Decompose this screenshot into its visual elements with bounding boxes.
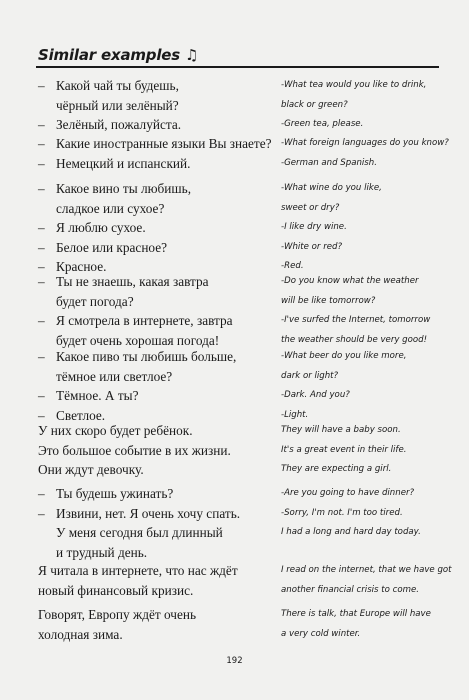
russian-text: чёрный или зелёный? <box>56 97 179 113</box>
dialogue-dash: – <box>38 313 45 328</box>
russian-text: Белое или красное? <box>56 239 168 255</box>
russian-line <box>38 292 278 312</box>
english-line: -What tea would you like to drink, <box>281 80 427 90</box>
russian-line <box>38 561 278 581</box>
dialogue-dash: – <box>38 239 45 255</box>
english-line: -Dark. And you? <box>281 390 350 400</box>
russian-example-7 <box>38 484 278 562</box>
russian-line <box>38 421 278 441</box>
english-line: I read on the internet, that we have got <box>281 565 452 575</box>
russian-text: Какое пиво ты любишь больше, <box>56 349 237 364</box>
title-underline <box>36 66 439 68</box>
english-line: dark or light? <box>281 370 339 381</box>
english-line: -Green tea, please. <box>281 119 364 129</box>
russian-text: Немецкий и испанский. <box>56 155 191 171</box>
russian-line <box>38 134 278 154</box>
english-line: will be like tomorrow? <box>281 295 376 306</box>
dialogue-dash: – <box>38 349 45 364</box>
russian-text: сладкое или сухое? <box>56 200 165 216</box>
dialogue-dash: – <box>38 486 45 501</box>
russian-line <box>38 154 278 174</box>
dialogue-dash: – <box>38 78 45 93</box>
dialogue-dash: – <box>38 388 45 403</box>
english-line: There is talk, that Europe will have <box>281 609 431 619</box>
russian-line <box>38 179 278 199</box>
english-line: I had a long and hard day today. <box>281 527 421 537</box>
english-line: -What foreign languages do you know? <box>281 138 449 148</box>
english-line: -Sorry, I'm not. I'm too tired. <box>281 507 403 518</box>
russian-line <box>38 238 278 258</box>
russian-line <box>38 625 278 645</box>
russian-text: Красное. <box>56 259 107 274</box>
english-line: -Do you know what the weather <box>281 276 419 286</box>
russian-text: будет погода? <box>56 293 134 309</box>
russian-text: Я читала в интернете, что нас ждёт <box>38 563 238 578</box>
english-line: a very cold winter. <box>281 628 361 639</box>
english-line: the weather should be very good! <box>281 334 428 345</box>
russian-text: и трудный день. <box>56 544 148 560</box>
russian-line <box>38 441 278 461</box>
russian-line <box>38 367 278 387</box>
russian-example-6 <box>38 421 278 480</box>
dialogue-dash: – <box>38 117 45 132</box>
russian-line <box>38 272 278 292</box>
russian-line <box>38 581 278 601</box>
dialogue-dash: – <box>38 136 45 151</box>
russian-text: будет очень хорошая погода! <box>56 332 220 348</box>
english-line: black or green? <box>281 99 348 110</box>
english-translation-5 <box>281 347 451 425</box>
russian-text: Я люблю сухое. <box>56 220 146 235</box>
english-line: -What wine do you like, <box>281 183 382 193</box>
dialogue-dash: – <box>38 220 45 235</box>
russian-line <box>38 218 278 238</box>
russian-text: новый финансовый кризис. <box>38 582 194 598</box>
section-title: Similar examples ♫ <box>38 46 199 64</box>
russian-example-2 <box>38 134 278 173</box>
english-translation-2 <box>281 134 451 173</box>
russian-line <box>38 96 278 116</box>
russian-text: Ты будешь ужинать? <box>56 486 174 501</box>
english-line: -White or red? <box>281 241 343 252</box>
english-translation-3 <box>281 179 451 277</box>
russian-example-3 <box>38 179 278 277</box>
english-line: -I've surfed the Internet, tomorrow <box>281 315 431 325</box>
russian-text: У меня сегодня был длинный <box>56 525 223 540</box>
english-translation-4 <box>281 272 451 350</box>
english-translation-1 <box>281 76 451 135</box>
russian-text: Ты не знаешь, какая завтра <box>56 274 209 289</box>
english-line: another financial crisis to come. <box>281 584 419 595</box>
russian-line <box>38 504 278 524</box>
dialogue-dash: – <box>38 407 45 423</box>
russian-line <box>38 543 278 563</box>
russian-text: Какие иностранные языки Вы знаете? <box>56 136 272 151</box>
russian-line <box>38 460 278 480</box>
russian-text: Говорят, Европу ждёт очень <box>38 607 197 622</box>
russian-example-8 <box>38 561 278 600</box>
page-number: 192 <box>226 656 243 666</box>
english-line: -Red. <box>281 261 304 271</box>
english-translation-8 <box>281 561 451 600</box>
english-translation-9 <box>281 605 451 644</box>
russian-example-9 <box>38 605 278 644</box>
russian-text: Какое вино ты любишь, <box>56 181 192 196</box>
english-line: sweet or dry? <box>281 202 340 213</box>
russian-line <box>38 76 278 96</box>
english-line: They are expecting a girl. <box>281 464 392 474</box>
russian-line <box>38 605 278 625</box>
russian-line <box>38 523 278 543</box>
dialogue-dash: – <box>38 155 45 171</box>
russian-text: Извини, нет. Я очень хочу спать. <box>56 505 241 521</box>
english-translation-7 <box>281 484 451 543</box>
dialogue-dash: – <box>38 259 45 274</box>
russian-example-4 <box>38 272 278 350</box>
russian-text: Светлое. <box>56 407 106 423</box>
dialogue-dash: – <box>38 181 45 196</box>
russian-text: Они ждут девочку. <box>38 462 144 477</box>
russian-text: Тёмное. А ты? <box>56 388 139 403</box>
english-translation-6 <box>281 421 451 480</box>
russian-text: Это большое событие в их жизни. <box>38 442 231 458</box>
english-line: -What beer do you like more, <box>281 351 407 361</box>
russian-text: Какой чай ты будешь, <box>56 78 179 93</box>
russian-text: тёмное или светлое? <box>56 368 173 384</box>
english-line: -German and Spanish. <box>281 157 377 168</box>
russian-line <box>38 386 278 406</box>
english-line: It's a great event in their life. <box>281 444 407 455</box>
russian-line <box>38 311 278 331</box>
russian-text: У них скоро будет ребёнок. <box>38 423 193 438</box>
russian-example-5 <box>38 347 278 425</box>
english-line: -Are you going to have dinner? <box>281 488 415 498</box>
russian-line <box>38 115 278 135</box>
dialogue-dash: – <box>38 505 45 521</box>
english-line: -I like dry wine. <box>281 222 347 232</box>
russian-text: Зелёный, пожалуйста. <box>56 117 182 132</box>
russian-line <box>38 484 278 504</box>
dialogue-dash: – <box>38 274 45 289</box>
english-line: They will have a baby soon. <box>281 425 401 435</box>
russian-line <box>38 199 278 219</box>
russian-line <box>38 347 278 367</box>
russian-example-1 <box>38 76 278 135</box>
russian-text: холодная зима. <box>38 626 123 642</box>
russian-text: Я смотрела в интернете, завтра <box>56 313 233 328</box>
english-line: -Light. <box>281 409 309 420</box>
